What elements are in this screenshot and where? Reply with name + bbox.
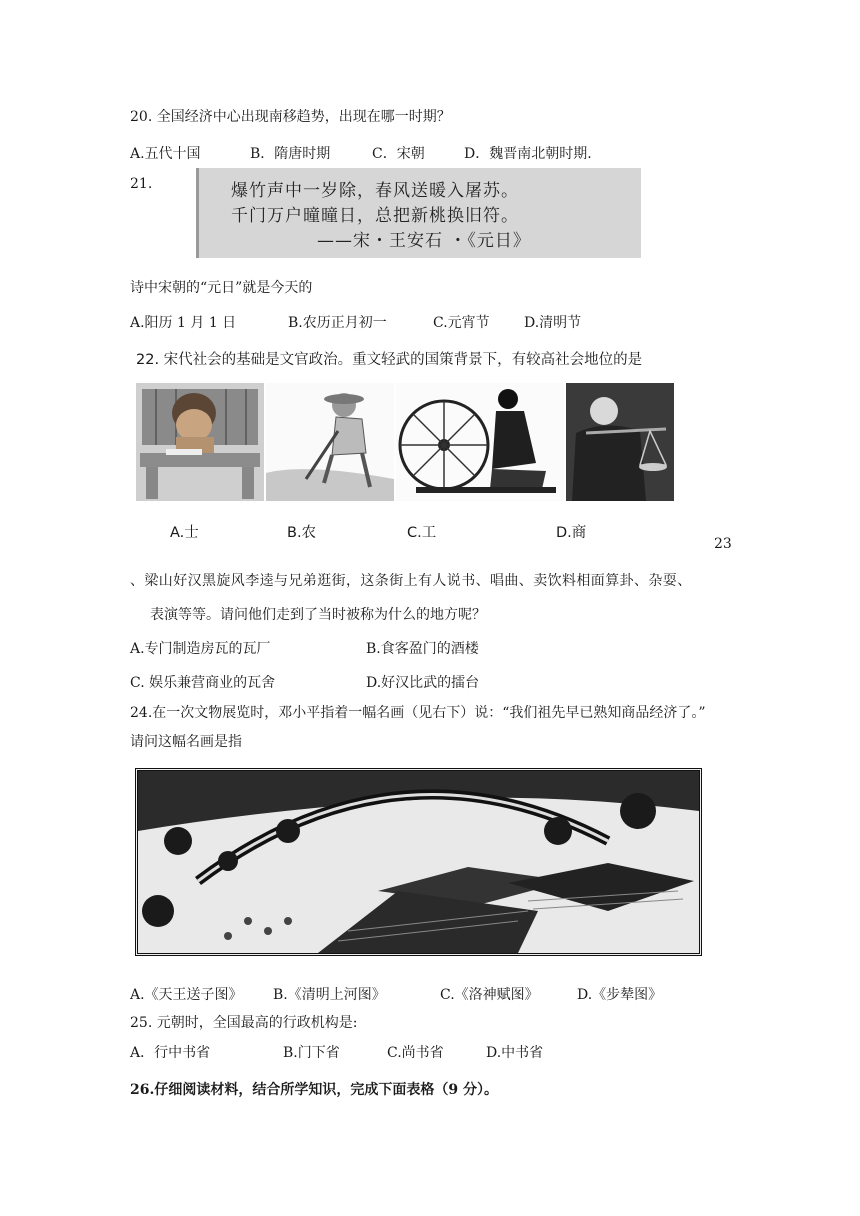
poem-line-2: 千门万户曈曈日，总把新桃换旧符。	[231, 206, 519, 226]
q23-option-c: C. 娱乐兼营商业的瓦舍	[130, 675, 276, 691]
q21-stem: 诗中宋朝的“元日”就是今天的	[130, 280, 313, 296]
merchant-picture	[566, 383, 674, 501]
q25-option-d: D.中书省	[486, 1045, 544, 1061]
qingming-painting-image	[135, 768, 702, 956]
q25-option-b: B.门下省	[283, 1045, 340, 1061]
q23-option-d: D.好汉比武的擂台	[366, 675, 480, 691]
q21-number: 21.	[130, 176, 153, 192]
q24-stem-line-2: 请问这幅名画是指	[130, 734, 242, 750]
q22-option-b: B.农	[287, 525, 317, 541]
q21-option-d: D.清明节	[524, 315, 582, 331]
scholar-picture	[136, 383, 264, 501]
q21-option-c: C.元宵节	[433, 315, 490, 331]
farmer-picture	[266, 383, 394, 501]
q25-option-a: A．行中书省	[130, 1045, 211, 1061]
q22-option-d: D.商	[556, 525, 587, 541]
craftsman-picture	[396, 383, 564, 501]
q23-number: 23	[714, 536, 732, 552]
q22-stem: 22. 宋代社会的基础是文官政治。重文轻武的国策背景下，有较高社会地位的是	[136, 352, 643, 368]
q20-option-a: A.五代十国	[130, 146, 201, 162]
q20-option-b: B．隋唐时期	[250, 146, 331, 162]
q21-option-b: B.农历正月初一	[288, 315, 387, 331]
q24-option-c: C.《洛神赋图》	[440, 987, 539, 1003]
q25-stem: 25. 元朝时，全国最高的行政机构是:	[130, 1015, 358, 1031]
q24-option-d: D.《步辇图》	[577, 987, 663, 1003]
q20-option-d: D．魏晋南北朝时期.	[464, 146, 592, 162]
q23-stem-line-1: 、梁山好汉黑旋风李逵与兄弟逛街，这条街上有人说书、唱曲、卖饮料相面算卦、杂耍、	[130, 573, 692, 589]
poem-line-1: 爆竹声中一岁除，春风送暖入屠苏。	[231, 181, 519, 201]
q22-option-a: A.士	[170, 525, 199, 541]
q25-option-c: C.尚书省	[387, 1045, 444, 1061]
q21-option-a: A.阳历 1 月 1 日	[130, 315, 237, 331]
q23-stem-line-2: 表演等等。请问他们走到了当时被称为什么的地方呢？	[150, 607, 486, 623]
q24-option-a: A.《天王送子图》	[130, 987, 243, 1003]
q26-stem: 26.仔细阅读材料，结合所学知识，完成下面表格（9 分）。	[130, 1082, 498, 1098]
poem-attribution: ——宋・王安石 ・《元日》	[317, 231, 531, 251]
q20-stem: 20. 全国经济中心出现南移趋势，出现在哪一时期？	[130, 109, 451, 125]
q22-option-c: C.工	[407, 525, 437, 541]
q23-option-a: A.专门制造房瓦的瓦厂	[130, 641, 271, 657]
q21-poem-image	[196, 168, 641, 258]
q24-stem-line-1: 24.在一次文物展览时，邓小平指着一幅名画（见右下）说：“我们祖先早已熟知商品经济了。”	[130, 705, 706, 721]
q24-option-b: B.《清明上河图》	[273, 987, 386, 1003]
q20-option-c: C．宋朝	[372, 146, 425, 162]
q23-option-b: B.食客盈门的酒楼	[366, 641, 479, 657]
